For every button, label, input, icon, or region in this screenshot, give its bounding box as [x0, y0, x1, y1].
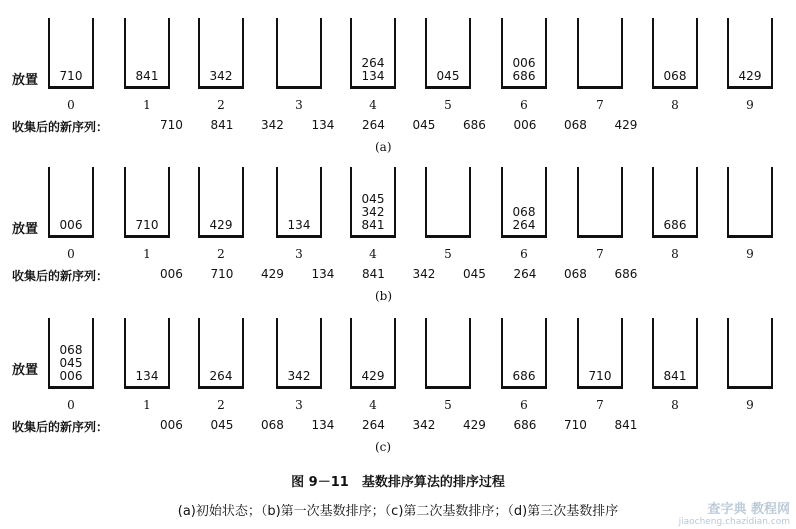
panel-label: (a)	[375, 140, 392, 154]
bucket-item: 686	[512, 69, 536, 83]
collected-sequence-label: 收集后的新序列：	[12, 420, 109, 434]
bucket-item: 841	[135, 69, 159, 83]
sequence-value: 134	[311, 418, 335, 432]
bucket	[425, 167, 471, 238]
bucket-index: 5	[444, 247, 452, 261]
sequence-value: 264	[362, 118, 385, 132]
bucket-item: 068	[512, 205, 536, 219]
sequence-value: 841	[614, 418, 638, 432]
sequence-value: 045	[210, 418, 234, 432]
bucket	[501, 18, 547, 89]
bucket-item: 342	[287, 369, 311, 383]
bucket-index: 5	[444, 98, 452, 112]
row-label-place: 放置	[12, 222, 39, 237]
bucket-index: 1	[143, 398, 151, 412]
sequence-value: 429	[463, 418, 486, 432]
bucket-item: 264	[512, 218, 536, 232]
bucket	[727, 18, 773, 89]
bucket	[124, 167, 170, 238]
bucket-item: 068	[663, 69, 687, 83]
bucket	[425, 18, 471, 89]
bucket-item: 134	[287, 218, 311, 232]
bucket-index: 3	[295, 247, 303, 261]
bucket	[48, 318, 94, 389]
bucket-item: 045	[59, 356, 83, 370]
bucket-item: 006	[512, 56, 536, 70]
bucket	[727, 167, 773, 238]
collected-sequence-label: 收集后的新序列：	[12, 120, 109, 134]
sequence-value: 006	[160, 267, 183, 281]
bucket-item: 710	[588, 369, 612, 383]
bucket	[577, 167, 623, 238]
bucket	[350, 318, 396, 389]
bucket-item: 429	[738, 69, 762, 83]
bucket-index: 7	[596, 98, 604, 112]
bucket-index: 3	[295, 98, 303, 112]
bucket-index: 8	[671, 398, 679, 412]
bucket	[198, 167, 244, 238]
bucket	[727, 318, 773, 389]
sequence-value: 068	[261, 418, 284, 432]
bucket-index: 6	[520, 98, 528, 112]
bucket-item: 686	[512, 369, 536, 383]
bucket-index: 9	[746, 247, 754, 261]
bucket-index: 1	[143, 247, 151, 261]
site-watermark	[679, 498, 790, 527]
sequence-value: 068	[564, 267, 587, 281]
bucket	[577, 18, 623, 89]
bucket-item: 342	[209, 69, 233, 83]
sequence-value: 429	[261, 267, 284, 281]
bucket-item: 841	[663, 369, 687, 383]
sequence-value: 841	[210, 118, 234, 132]
bucket-item: 710	[59, 69, 83, 83]
watermark-title: 查字典 教程网	[707, 502, 790, 517]
sequence-value: 342	[261, 118, 284, 132]
sequence-value: 264	[362, 418, 385, 432]
bucket-index: 7	[596, 398, 604, 412]
bucket-item: 686	[663, 218, 687, 232]
bucket-index: 2	[217, 98, 225, 112]
bucket-item: 710	[135, 218, 159, 232]
bucket-index: 4	[369, 247, 377, 261]
bucket	[501, 167, 547, 238]
collected-sequence-label: 收集后的新序列：	[12, 269, 109, 283]
sequence-value: 045	[463, 267, 486, 281]
sequence-value: 134	[311, 267, 335, 281]
sequence-value: 342	[412, 418, 436, 432]
sequence-value: 006	[513, 118, 537, 132]
sequence-value: 710	[564, 418, 587, 432]
bucket-index: 5	[444, 398, 452, 412]
bucket-item: 429	[209, 218, 233, 232]
bucket-index: 6	[520, 398, 528, 412]
bucket-item: 006	[59, 218, 83, 232]
sequence-value: 686	[614, 267, 638, 281]
row-label-place: 放置	[12, 363, 39, 378]
bucket-index: 4	[369, 398, 377, 412]
bucket-index: 7	[596, 247, 604, 261]
sequence-value: 264	[513, 267, 537, 281]
figure-caption-subtitle: (a)初始状态；（b)第一次基数排序；（c)第二次基数排序；（d)第三次基数排序	[177, 504, 619, 519]
bucket-item: 068	[59, 343, 83, 357]
bucket	[48, 18, 94, 89]
bucket-item: 342	[361, 205, 385, 219]
bucket-item: 429	[361, 369, 385, 383]
panel-label: (b)	[375, 289, 393, 303]
bucket-item: 264	[209, 369, 233, 383]
bucket	[276, 18, 322, 89]
sequence-value: 686	[463, 118, 486, 132]
bucket	[350, 18, 396, 89]
bucket-item: 045	[361, 192, 385, 206]
bucket	[198, 318, 244, 389]
bucket-index: 2	[217, 398, 225, 412]
bucket-index: 3	[295, 398, 303, 412]
bucket	[124, 18, 170, 89]
bucket-index: 9	[746, 398, 754, 412]
bucket	[198, 18, 244, 89]
bucket	[276, 167, 322, 238]
bucket	[652, 18, 698, 89]
bucket-index: 6	[520, 247, 528, 261]
sequence-value: 710	[210, 267, 234, 281]
bucket-item: 264	[361, 56, 385, 70]
bucket-item: 045	[436, 69, 460, 83]
bucket-index: 9	[746, 98, 754, 112]
sequence-value: 045	[412, 118, 436, 132]
bucket-index: 0	[67, 247, 75, 261]
sequence-value: 006	[160, 418, 183, 432]
sequence-value: 068	[564, 118, 587, 132]
watermark-url: jiaocheng.chazidian.com	[678, 517, 790, 527]
bucket-index: 1	[143, 98, 151, 112]
sequence-value: 686	[513, 418, 537, 432]
panel-label: (c)	[375, 440, 392, 454]
figure-caption-title: 图 9－11 基数排序算法的排序过程	[291, 475, 505, 490]
sequence-value: 710	[160, 118, 183, 132]
bucket-index: 0	[67, 98, 75, 112]
bucket	[652, 167, 698, 238]
bucket-item: 841	[361, 218, 385, 232]
bucket	[276, 318, 322, 389]
bucket	[124, 318, 170, 389]
bucket-item: 134	[361, 69, 385, 83]
sequence-value: 342	[412, 267, 436, 281]
bucket-index: 8	[671, 98, 679, 112]
sequence-value: 429	[614, 118, 638, 132]
bucket-index: 0	[67, 398, 75, 412]
bucket	[48, 167, 94, 238]
bucket-index: 2	[217, 247, 225, 261]
bucket	[501, 318, 547, 389]
row-label-place: 放置	[12, 73, 39, 88]
bucket	[350, 167, 396, 238]
bucket	[652, 318, 698, 389]
sequence-value: 134	[311, 118, 335, 132]
sequence-value: 841	[362, 267, 385, 281]
bucket-index: 8	[671, 247, 679, 261]
bucket	[577, 318, 623, 389]
bucket-index: 4	[369, 98, 377, 112]
bucket-item: 134	[135, 369, 159, 383]
bucket-item: 006	[59, 369, 83, 383]
bucket	[425, 318, 471, 389]
